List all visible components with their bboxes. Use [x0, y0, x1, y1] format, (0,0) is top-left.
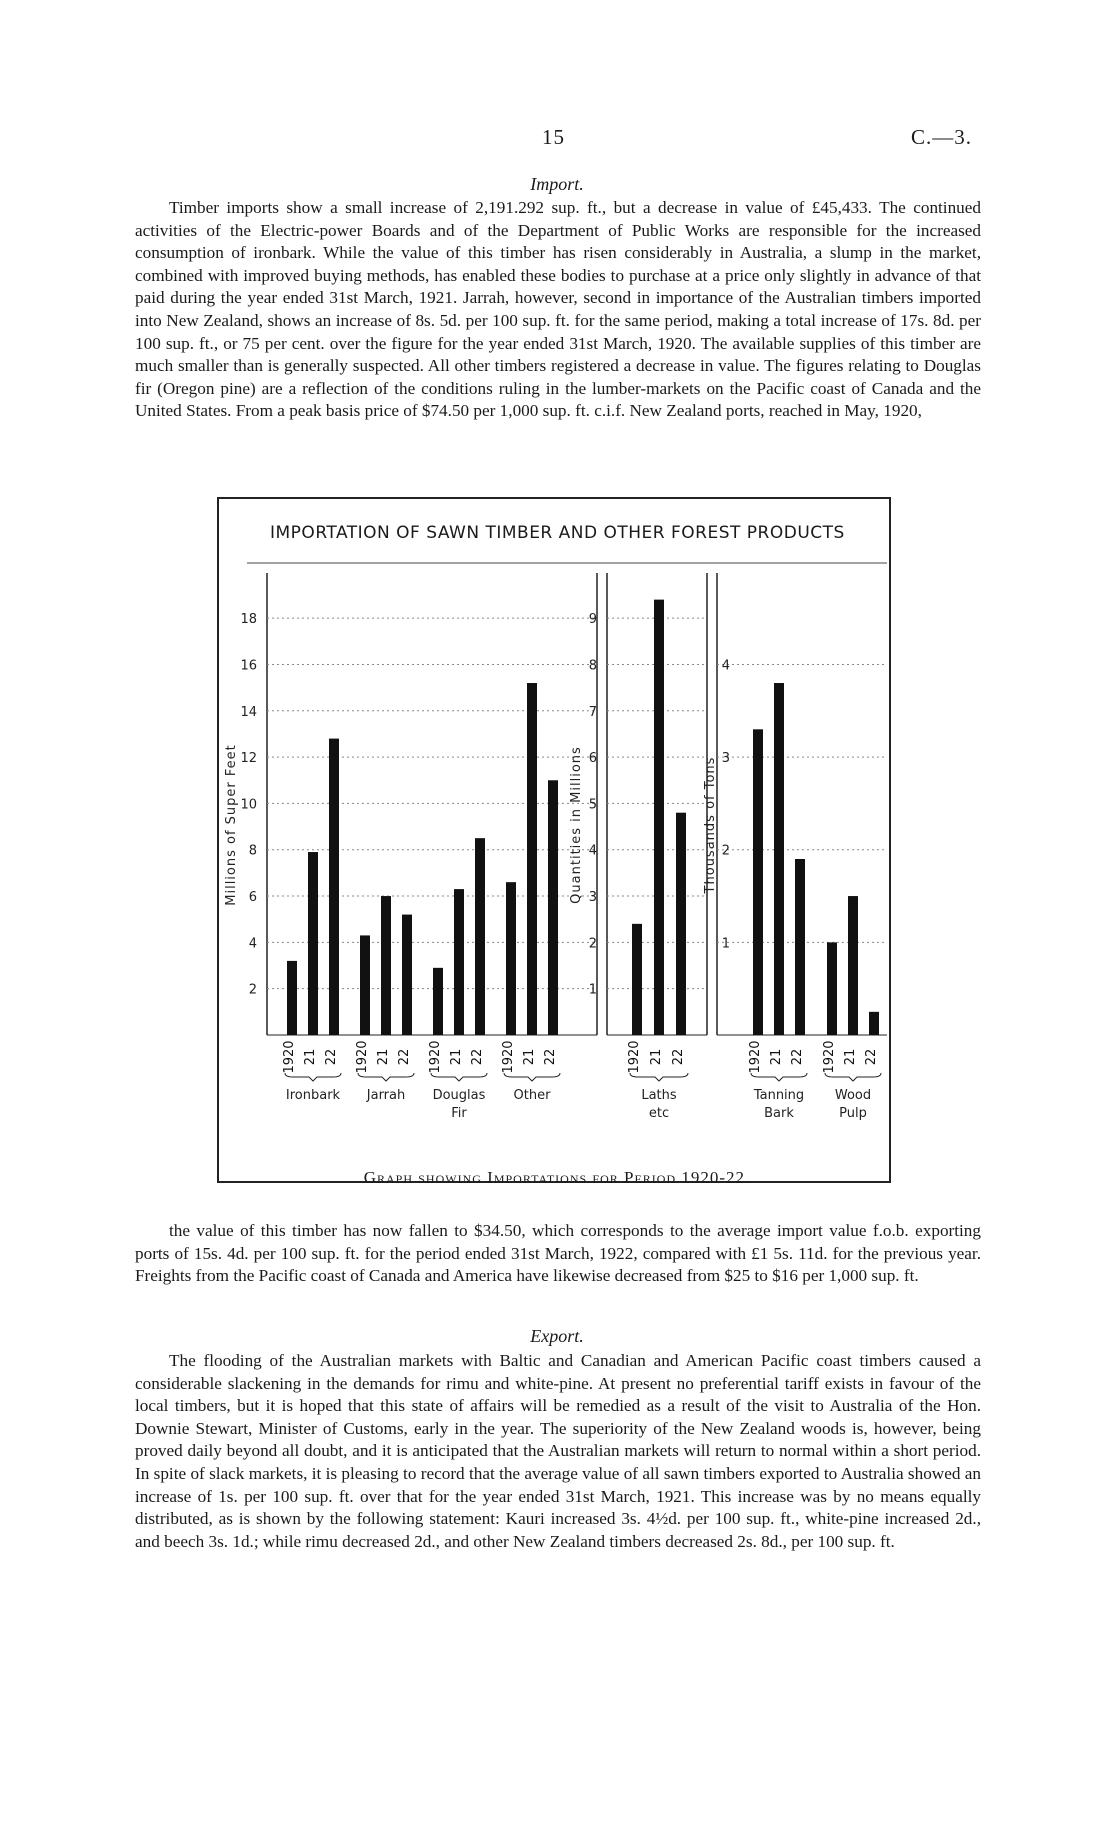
bar-douglas-fir-1920 — [433, 968, 443, 1035]
bar-wood-pulp-21 — [848, 896, 858, 1035]
y-tick-label: 8 — [248, 843, 257, 859]
group-label: Ironbark — [285, 1088, 341, 1103]
y-tick-label: 4 — [248, 936, 257, 952]
figure-caption: Graph showing Importations for Period 1920-22. — [363, 1168, 751, 1187]
bar-jarrah-22 — [402, 915, 412, 1035]
bar-ironbark-22 — [329, 739, 339, 1035]
year-label: 1920 — [355, 1040, 370, 1074]
y-tick-label: 2 — [588, 936, 597, 952]
year-label: 21 — [522, 1048, 537, 1066]
y-tick-label: 10 — [240, 797, 257, 813]
year-label: 1920 — [627, 1040, 642, 1074]
y-tick-label: 1 — [588, 982, 597, 998]
export-paragraph: The flooding of the Australian markets with Baltic and Canadian and American Pacific coast timbers caused a considerable slackening in the demands for rimu and white-pine. At present no preferential tariff exists in favour of the local timbers, but it is hoped that this state of affairs will be remedied as a result of the visit to Australia of the Hon. Downie Stewart, Minister of Customs, early in the year. The superiority of the New Zealand woods is, however, being proved daily beyond all doubt, and it is anticipated that the Australian markets will return to normal within a short period. In spite of slack markets, it is pleasing to record that the average value of all sawn timbers exported to Australia showed an increase of 1s. per 100 sup. ft. over that for the year ended 31st March, 1921. This increase was by no means equally distributed, as is shown by the following statement: Kauri increased 3s. 4½d. per 100 sup. ft., white-pine increased 2d., and beech 3s. 1d.; while rimu decreased 2d., and other New Zealand timbers decreased 2s. 8d., per 100 sup. ft. — [135, 1351, 981, 1551]
year-label: 1920 — [501, 1040, 516, 1074]
year-label: 21 — [376, 1048, 391, 1066]
y-axis-label: Thousands of Tons — [703, 756, 718, 894]
bar-ironbark-1920 — [287, 961, 297, 1035]
year-label: 1920 — [822, 1040, 837, 1074]
bar-wood-pulp-22 — [869, 1012, 879, 1035]
bar-douglas-fir-21 — [454, 889, 464, 1035]
page-number: 15 — [542, 125, 565, 149]
y-tick-label: 3 — [588, 890, 597, 906]
bar-jarrah-21 — [381, 896, 391, 1035]
y-tick-label: 4 — [721, 658, 730, 674]
bar-other-1920 — [506, 882, 516, 1035]
y-tick-label: 2 — [248, 982, 257, 998]
y-tick-label: 7 — [588, 704, 597, 720]
y-tick-label: 1 — [721, 936, 730, 952]
y-tick-label: 5 — [588, 797, 597, 813]
export-heading: Export. — [530, 1326, 584, 1346]
y-tick-label: 3 — [721, 751, 730, 767]
year-label: 21 — [649, 1048, 664, 1066]
group-label: Other — [513, 1088, 551, 1103]
year-label: 21 — [769, 1048, 784, 1066]
chart-title: IMPORTATION OF SAWN TIMBER AND OTHER FOREST PRODUCTS — [270, 523, 845, 543]
bar-ironbark-21 — [308, 852, 318, 1035]
y-tick-label: 18 — [240, 612, 257, 628]
bar-other-22 — [548, 780, 558, 1035]
group-label: Douglas — [432, 1088, 486, 1103]
year-label: 22 — [470, 1048, 485, 1066]
bar-wood-pulp-1920 — [827, 942, 837, 1035]
year-label: 22 — [671, 1048, 686, 1066]
bar-laths-etc-22 — [676, 813, 686, 1035]
year-label: 22 — [397, 1048, 412, 1066]
import-continuation: the value of this timber has now fallen to $34.50, which corresponds to the average import value f.o.b. exporting ports of 15s. 4d. per 100 sup. ft. for the period ended 31st March, 1922, compared with £1 5s. 11d. for the previous year. Freights from the Pacific coast of Canada and America have likewise decreased from $25 to $16 per 1,000 sup. ft. — [135, 1221, 981, 1286]
group-label: Laths — [641, 1088, 677, 1103]
group-label: etc — [648, 1106, 670, 1121]
y-tick-label: 14 — [240, 704, 257, 720]
y-tick-label: 8 — [588, 658, 597, 674]
y-tick-label: 9 — [588, 612, 597, 628]
bar-tanning-bark-22 — [795, 859, 805, 1035]
y-axis-label: Quantities in Millions — [569, 746, 584, 904]
y-tick-label: 16 — [240, 658, 257, 674]
import-paragraph: Timber imports show a small increase of 2,191.292 sup. ft., but a decrease in value of £45,433. The continued activities of the Electric-power Boards and of the Department of Public Works are responsible for the increased consumption of ironbark. While the value of this timber has risen considerably in Australia, a slump in the market, combined with improved buying methods, has enabled these bodies to purchase at a price only slightly in advance of that paid during the year ended 31st March, 1921. Jarrah, however, second in importance of the Australian timbers imported into New Zealand, shows an increase of 8s. 5d. per 100 sup. ft. for the same period, making a total increase of 17s. 8d. per 100 sup. ft., or 75 per cent. over the figure for the year ended 31st March, 1920. The available supplies of this timber are much smaller than is generally suspected. All other timbers registered a decrease in value. The figures relating to Douglas fir (Oregon pine) are a reflection of the conditions ruling in the lumber-markets on the Pacific coast of Canada and the United States. From a peak basis price of $74.50 per 1,000 sup. ft. c.i.f. New Zealand ports, reached in May, 1920, — [135, 198, 981, 421]
year-label: 21 — [843, 1048, 858, 1066]
bar-laths-etc-1920 — [632, 924, 642, 1035]
y-tick-label: 6 — [588, 751, 597, 767]
group-label: Pulp — [839, 1106, 867, 1121]
group-label: Fir — [451, 1106, 467, 1121]
year-label: 22 — [543, 1048, 558, 1066]
group-label: Jarrah — [366, 1088, 406, 1103]
year-label: 1920 — [428, 1040, 443, 1074]
group-label: Wood — [834, 1088, 872, 1103]
bar-tanning-bark-1920 — [753, 729, 763, 1035]
year-label: 22 — [790, 1048, 805, 1066]
group-label: Tanning — [753, 1088, 805, 1103]
year-label: 22 — [324, 1048, 339, 1066]
importation-chart — [217, 495, 892, 1185]
y-tick-label: 4 — [588, 843, 597, 859]
document-code: C.—3. — [911, 125, 973, 149]
bar-tanning-bark-21 — [774, 683, 784, 1035]
y-tick-label: 12 — [240, 751, 257, 767]
bar-other-21 — [527, 683, 537, 1035]
bar-jarrah-1920 — [360, 935, 370, 1035]
y-tick-label: 6 — [248, 890, 257, 906]
y-axis-label: Millions of Super Feet — [224, 744, 239, 906]
year-label: 1920 — [282, 1040, 297, 1074]
import-heading: Import. — [530, 174, 584, 194]
year-label: 22 — [864, 1048, 879, 1066]
group-label: Bark — [764, 1106, 794, 1121]
bar-douglas-fir-22 — [475, 838, 485, 1035]
year-label: 1920 — [748, 1040, 763, 1074]
bar-laths-etc-21 — [654, 600, 664, 1035]
year-label: 21 — [303, 1048, 318, 1066]
year-label: 21 — [449, 1048, 464, 1066]
y-tick-label: 2 — [721, 843, 730, 859]
